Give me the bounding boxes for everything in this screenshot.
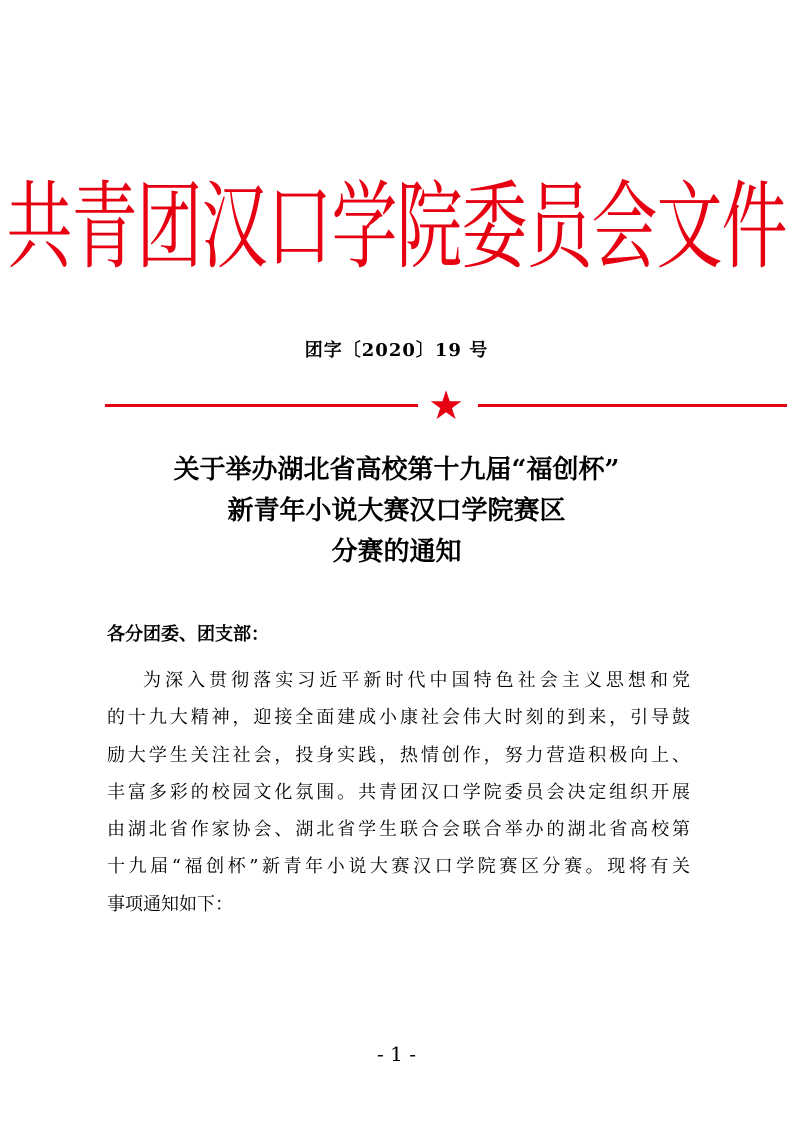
- body-line: 十九届“福创杯”新青年小说大赛汉口学院赛区分赛。现将有关: [107, 856, 690, 878]
- notice-title-line: 新青年小说大赛汉口学院赛区: [227, 496, 566, 526]
- body-line: 由湖北省作家协会、湖北省学生联合会联合举办的湖北省高校第: [107, 819, 690, 841]
- salutation: 各分团委、团支部：: [107, 624, 269, 645]
- red-star-icon: ★: [428, 383, 464, 429]
- body-line: 丰富多彩的校园文化氛围。共青团汉口学院委员会决定组织开展: [107, 781, 690, 803]
- issuer-header-title: 共青团汉口学院委员会文件: [6, 171, 787, 283]
- body-line: 励大学生关注社会，投身实践，热情创作，努力营造积极向上、: [107, 744, 690, 766]
- red-divider-right: [478, 404, 787, 407]
- red-divider-left: [105, 404, 418, 407]
- document-number: 团字〔2020〕19 号: [304, 340, 489, 361]
- notice-title: [0, 450, 793, 573]
- body-line: 的十九大精神，迎接全面建成小康社会伟大时刻的到来，引导鼓: [107, 707, 690, 729]
- page-number: - 1 -: [377, 1042, 416, 1066]
- body-paragraph: [107, 662, 690, 923]
- notice-title-line: 关于举办湖北省高校第十九届“福创杯”: [173, 455, 620, 485]
- body-line: 为深入贯彻落实习近平新时代中国特色社会主义思想和党: [143, 670, 690, 691]
- body-line: 事项通知如下：: [107, 893, 233, 915]
- notice-title-line: 分赛的通知: [331, 537, 462, 567]
